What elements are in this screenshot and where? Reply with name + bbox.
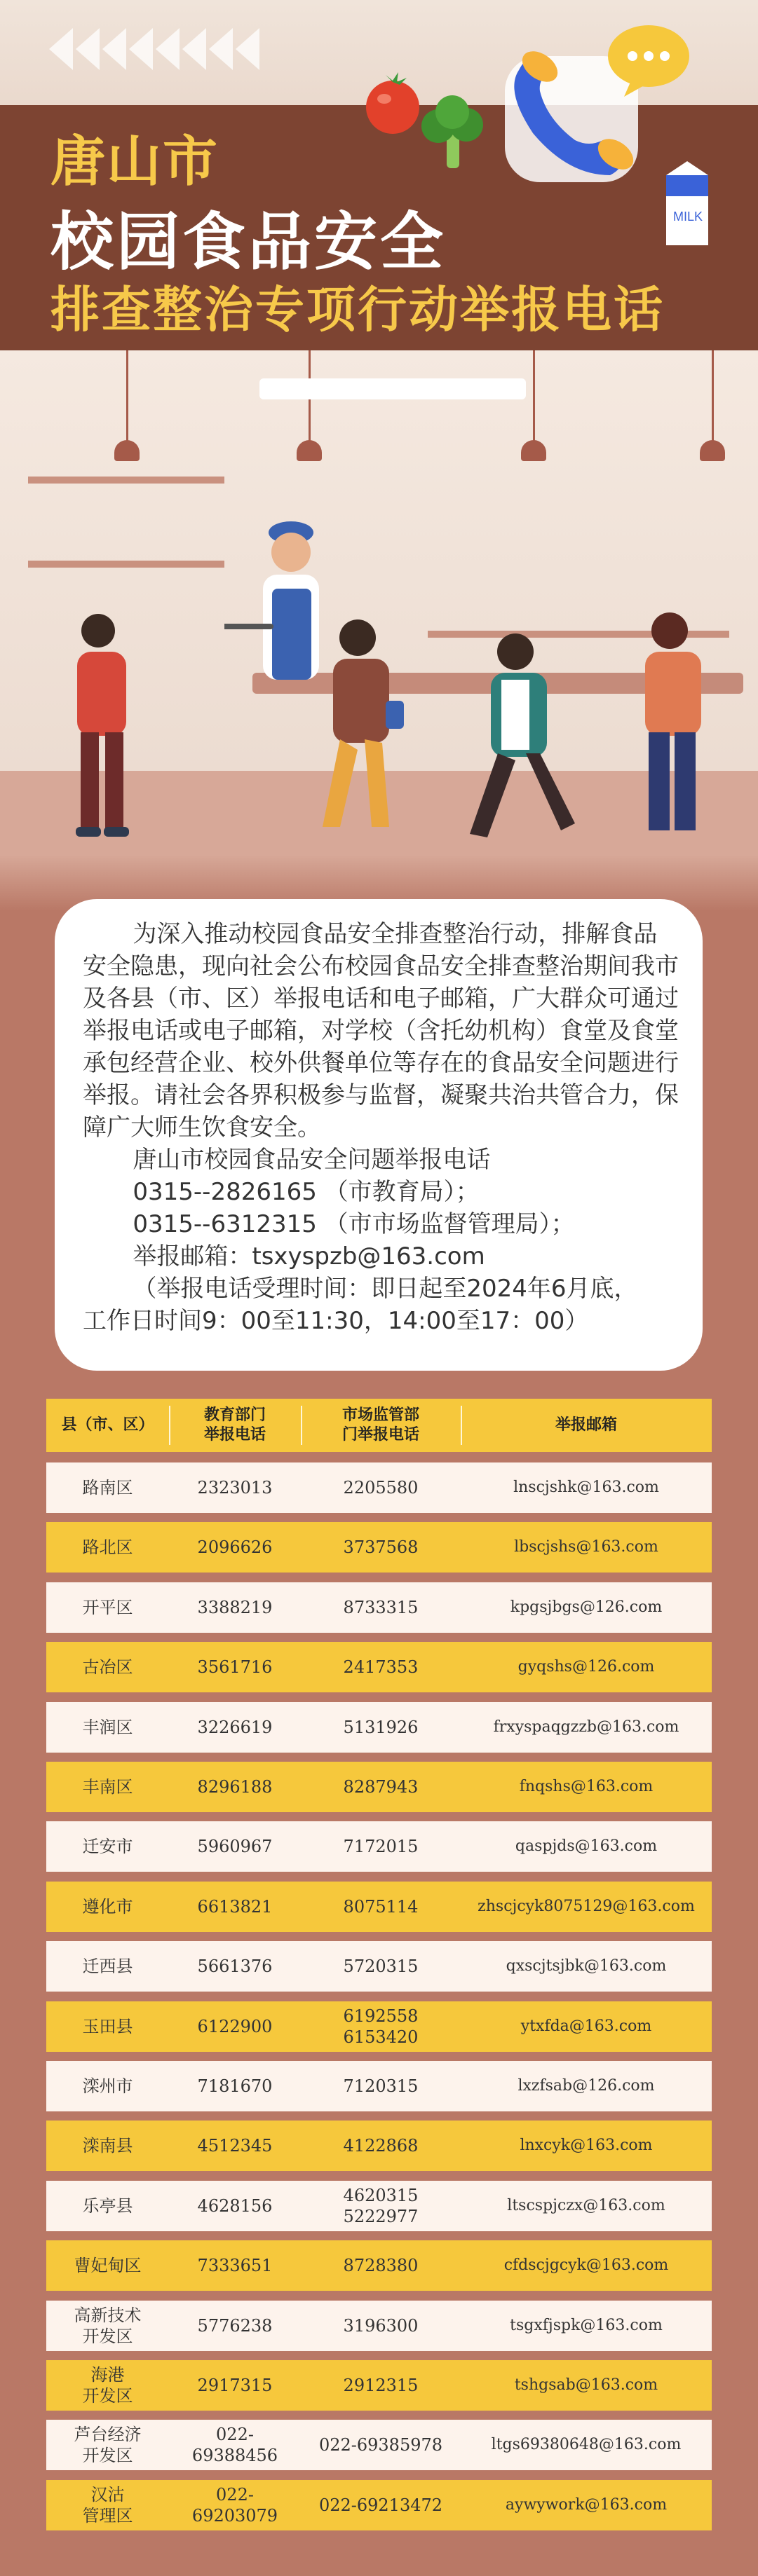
cell-district: 曹妃甸区 bbox=[74, 2256, 142, 2275]
table-row bbox=[46, 2061, 712, 2111]
header-market-phone: 市场监管部 门举报电话 bbox=[341, 1406, 419, 1444]
student-figure bbox=[280, 617, 421, 848]
header-education-phone: 教育部门 举报电话 bbox=[203, 1406, 266, 1444]
cell-market-phone: 3737568 bbox=[343, 1537, 419, 1557]
table-row bbox=[46, 1522, 712, 1573]
cell-education-phone: 022- 69388456 bbox=[191, 2425, 278, 2465]
cell-district: 滦州市 bbox=[82, 2076, 133, 2096]
cell-email: ytxfda@163.com bbox=[520, 2017, 652, 2035]
table-row bbox=[46, 1462, 712, 1513]
cell-district: 乐亭县 bbox=[82, 2196, 133, 2216]
table-header bbox=[46, 1399, 712, 1452]
cell-market-phone: 8733315 bbox=[343, 1598, 419, 1617]
cell-email: ltgs69380648@163.com bbox=[491, 2436, 682, 2453]
cell-district: 迁安市 bbox=[82, 1837, 133, 1856]
cell-email: ltscspjczx@163.com bbox=[507, 2197, 665, 2214]
title-sub: 排查整治专项行动举报电话 bbox=[50, 281, 665, 338]
cell-education-phone: 2917315 bbox=[197, 2376, 273, 2395]
cell-education-phone: 5776238 bbox=[197, 2316, 273, 2336]
student-figure bbox=[456, 631, 596, 855]
cell-market-phone: 2417353 bbox=[343, 1657, 419, 1677]
cell-district: 迁西县 bbox=[82, 1957, 133, 1976]
table-row bbox=[46, 2301, 712, 2351]
cell-education-phone: 3561716 bbox=[197, 1657, 273, 1677]
cell-email: lbscjshs@163.com bbox=[514, 1538, 658, 1556]
intro-paragraph: 为深入推动校园食品安全排查整治行动，排解食品安全隐患，现向社会公布校园食品安全排查整治期间我市及各县（市、区）举报电话和电子邮箱，广大群众可通过举报电话或电子邮箱，对学校（含托幼机构）食堂及食堂承包经营企业、校外供餐单位等存在的食品安全问题进行举报。请社会各界积极参与监督，凝聚共治共管合力，保障广大师生饮食安全。 bbox=[83, 920, 679, 1142]
cell-email: zhscjcyk8075129@163.com bbox=[478, 1898, 695, 1915]
cell-market-phone: 022-69213472 bbox=[318, 2495, 443, 2515]
cell-email: cfdscjgcyk@163.com bbox=[503, 2256, 669, 2274]
cell-market-phone: 4620315 5222977 bbox=[343, 2186, 419, 2226]
cell-market-phone: 8287943 bbox=[343, 1777, 419, 1797]
student-figure bbox=[49, 610, 154, 848]
broccoli-icon bbox=[410, 91, 494, 175]
table-row bbox=[46, 2001, 712, 2052]
table-row bbox=[46, 2181, 712, 2231]
cell-market-phone: 7120315 bbox=[343, 2076, 419, 2096]
table-row bbox=[46, 1642, 712, 1692]
cell-education-phone: 4512345 bbox=[197, 2136, 273, 2156]
cell-district: 开平区 bbox=[82, 1598, 133, 1617]
cell-district: 玉田县 bbox=[82, 2017, 133, 2036]
phone-market: 0315--6312315 （市市场监督管理局）； bbox=[133, 1210, 575, 1238]
cell-email: fnqshs@163.com bbox=[519, 1778, 654, 1795]
milk-carton-icon bbox=[652, 154, 722, 252]
cell-market-phone: 6192558 6153420 bbox=[343, 2006, 419, 2047]
cell-education-phone: 7333651 bbox=[197, 2256, 273, 2275]
cell-education-phone: 4628156 bbox=[197, 2196, 273, 2216]
report-email: 举报邮箱：tsxyspzb@163.com bbox=[133, 1242, 485, 1270]
cell-education-phone: 8296188 bbox=[197, 1777, 273, 1797]
cell-email: tsgxfjspk@163.com bbox=[510, 2317, 663, 2334]
cell-market-phone: 4122868 bbox=[343, 2136, 419, 2156]
cell-market-phone: 5720315 bbox=[343, 1957, 419, 1976]
title-city: 唐山市 bbox=[50, 130, 219, 193]
table-row bbox=[46, 2121, 712, 2171]
cell-email: aywywork@163.com bbox=[505, 2496, 668, 2514]
table-row bbox=[46, 1941, 712, 1992]
svg-text:MILK: MILK bbox=[673, 210, 703, 224]
header bbox=[0, 0, 758, 350]
cell-education-phone: 2096626 bbox=[197, 1537, 273, 1557]
cell-email: tshgsab@163.com bbox=[514, 2376, 658, 2394]
cell-email: gyqshs@126.com bbox=[517, 1658, 655, 1676]
cell-email: lnxcyk@163.com bbox=[520, 2137, 653, 2154]
cell-market-phone: 5131926 bbox=[343, 1718, 419, 1737]
table-row bbox=[46, 1582, 712, 1633]
cell-district: 海港 开发区 bbox=[82, 2365, 133, 2406]
cell-district: 路北区 bbox=[82, 1537, 133, 1557]
title-main: 校园食品安全 bbox=[50, 205, 446, 279]
cell-education-phone: 3226619 bbox=[197, 1718, 273, 1737]
cell-education-phone: 5661376 bbox=[197, 1957, 273, 1976]
cell-education-phone: 2323013 bbox=[197, 1478, 273, 1498]
cell-education-phone: 7181670 bbox=[197, 2076, 273, 2096]
table-row bbox=[46, 2420, 712, 2470]
cell-market-phone: 8075114 bbox=[343, 1897, 419, 1917]
table-row bbox=[46, 1702, 712, 1753]
hours-line2: 工作日时间9：00至11:30，14:00至17：00） bbox=[83, 1307, 589, 1335]
cell-email: lnscjshk@163.com bbox=[513, 1479, 659, 1496]
cell-education-phone: 6613821 bbox=[197, 1897, 273, 1917]
phone-education: 0315--2826165 （市教育局）； bbox=[133, 1178, 480, 1206]
hotline-title: 唐山市校园食品安全问题举报电话 bbox=[133, 1146, 491, 1174]
cell-email: kpgsjbgs@126.com bbox=[510, 1598, 663, 1616]
cell-education-phone: 6122900 bbox=[197, 2017, 273, 2036]
table-row bbox=[46, 2240, 712, 2291]
table-row bbox=[46, 2360, 712, 2411]
cell-district: 遵化市 bbox=[82, 1897, 133, 1917]
cell-district: 汉沽 管理区 bbox=[82, 2485, 133, 2526]
chat-bubble-icon bbox=[603, 21, 694, 98]
cell-district: 丰润区 bbox=[82, 1718, 133, 1737]
table-row bbox=[46, 1821, 712, 1872]
cell-email: qaspjds@163.com bbox=[515, 1837, 658, 1855]
cell-district: 滦南县 bbox=[82, 2136, 133, 2156]
cell-education-phone: 5960967 bbox=[197, 1837, 273, 1856]
cell-market-phone: 3196300 bbox=[343, 2316, 419, 2336]
canteen-illustration bbox=[0, 350, 758, 911]
hours-line1: （举报电话受理时间：即日起至2024年6月底， bbox=[133, 1275, 638, 1303]
cell-email: frxyspaqgzzb@163.com bbox=[493, 1718, 679, 1736]
cell-district: 古冶区 bbox=[82, 1657, 133, 1677]
header-district: 县（市、区） bbox=[61, 1416, 154, 1434]
header-email: 举报邮箱 bbox=[555, 1416, 617, 1434]
cell-education-phone: 022- 69203079 bbox=[191, 2485, 278, 2526]
table-row bbox=[46, 1762, 712, 1812]
cell-district: 丰南区 bbox=[82, 1777, 133, 1797]
cell-district: 芦台经济 开发区 bbox=[74, 2425, 142, 2465]
cell-market-phone: 8728380 bbox=[343, 2256, 419, 2275]
cell-district: 路南区 bbox=[82, 1478, 133, 1498]
cell-market-phone: 2912315 bbox=[343, 2376, 419, 2395]
cell-email: qxscjtsjbk@163.com bbox=[506, 1957, 667, 1975]
intro-text bbox=[83, 918, 679, 1337]
cell-market-phone: 2205580 bbox=[343, 1478, 419, 1498]
table-row bbox=[46, 2480, 712, 2530]
student-figure bbox=[617, 610, 722, 848]
cell-education-phone: 3388219 bbox=[197, 1598, 273, 1617]
cell-email: lxzfsab@126.com bbox=[517, 2077, 655, 2095]
cell-market-phone: 022-69385978 bbox=[318, 2435, 443, 2455]
table-row bbox=[46, 1882, 712, 1932]
cell-market-phone: 7172015 bbox=[343, 1837, 419, 1856]
cell-district: 高新技术 开发区 bbox=[74, 2306, 142, 2346]
chevron-decoration bbox=[49, 28, 262, 70]
